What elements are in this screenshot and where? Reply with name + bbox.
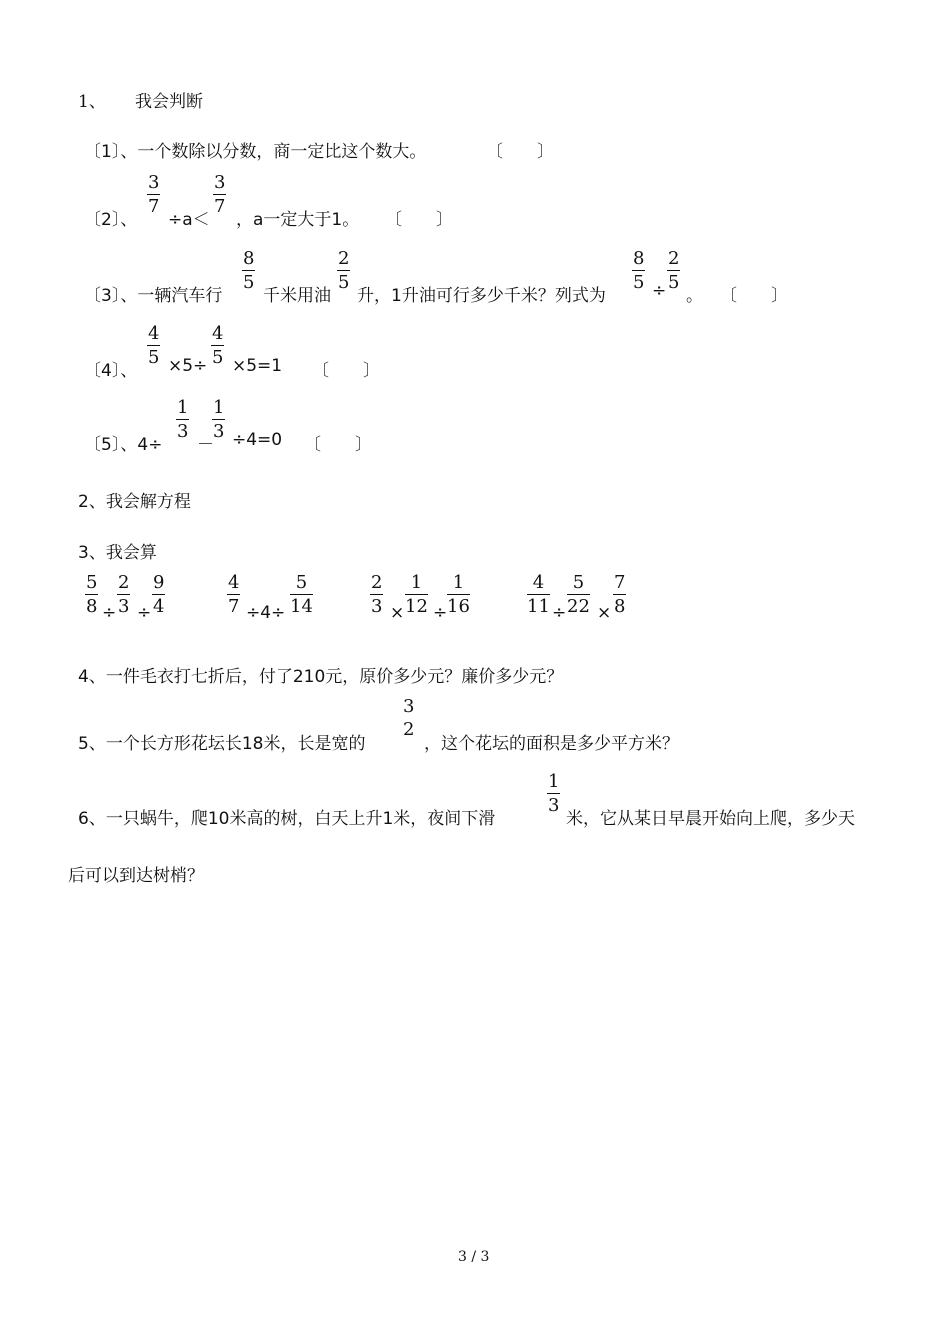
page-number: 3 / 3 xyxy=(458,1249,490,1265)
judge-item-2-mid: ÷a＜ xyxy=(168,210,210,230)
calc-expr-1-op-2: ÷ xyxy=(137,603,152,623)
calc-expr-3-op-2: ÷ xyxy=(433,603,448,623)
judge-item-4-fraction-2: $\frac{4}{5}$ xyxy=(212,323,224,368)
judge-item-3-text-2: 升，1升油可行多少千米？列式为 xyxy=(357,286,606,306)
section-1-number: 1、 xyxy=(78,92,106,112)
judge-item-3-fraction-3: $\frac{8}{5}$ xyxy=(633,248,645,293)
judge-item-2-answer-bracket: 〔 〕 xyxy=(385,210,453,230)
calc-expr-1-fraction-b: $\frac{2}{3}$ xyxy=(118,572,130,617)
calc-expr-4-op-1: ÷ xyxy=(552,603,567,623)
problem-5-prefix: 5、一个长方形花坛长18米，长是宽的 xyxy=(78,734,366,754)
judge-item-2-prefix: 〔2〕、 xyxy=(84,210,138,230)
calc-expr-4-fraction-c: $\frac{7}{8}$ xyxy=(614,572,626,617)
calc-expr-1-fraction-a: $\frac{5}{8}$ xyxy=(86,572,98,617)
judge-item-3-suffix: 。 xyxy=(686,286,703,306)
calc-expr-4-fraction-a: $\frac{4}{11}$ xyxy=(527,572,550,617)
calc-expr-1-op-1: ÷ xyxy=(102,603,117,623)
judge-item-4-mid: ×5÷ xyxy=(168,356,208,376)
judge-item-5-fraction-2: $\frac{1}{3}$ xyxy=(213,397,225,442)
section-2-title: 2、我会解方程 xyxy=(78,492,191,512)
judge-item-3-fraction-4: $\frac{2}{5}$ xyxy=(668,248,680,293)
judge-item-3-prefix: 〔3〕、一辆汽车行 xyxy=(84,286,223,306)
judge-item-3-answer-bracket: 〔 〕 xyxy=(720,286,788,306)
problem-5-suffix: ，这个花坛的面积是多少平方米？ xyxy=(424,734,679,754)
problem-4-text: 4、一件毛衣打七折后，付了210元，原价多少元？廉价多少元？ xyxy=(78,667,564,687)
judge-item-4-prefix: 〔4〕、 xyxy=(84,361,138,381)
judge-item-3-fraction-1: $\frac{8}{5}$ xyxy=(243,248,255,293)
judge-item-3-fraction-2: $\frac{2}{5}$ xyxy=(338,248,350,293)
calc-expr-3-fraction-c: $\frac{1}{16}$ xyxy=(447,572,470,617)
problem-6-line-2: 后可以到达树梢？ xyxy=(68,866,204,886)
calc-expr-2-fraction-c: $\frac{5}{14}$ xyxy=(290,572,313,617)
calc-expr-2-op-1: ÷4÷ xyxy=(246,603,286,623)
judge-item-4-fraction-1: $\frac{4}{5}$ xyxy=(148,323,160,368)
judge-item-3-text-1: 千米用油 xyxy=(263,286,331,306)
problem-6-prefix: 6、一只蜗牛，爬10米高的树，白天上升1米，夜间下滑 xyxy=(78,809,496,829)
judge-item-2-suffix: ，a一定大于1。 xyxy=(236,210,360,230)
problem-5-fraction: 3 2 xyxy=(403,696,415,740)
calc-expr-4-op-2: × xyxy=(597,603,612,623)
judge-item-4-answer-bracket: 〔 〕 xyxy=(312,361,380,381)
judge-item-1-text: 〔1〕、一个数除以分数，商一定比这个数大。 xyxy=(84,142,427,162)
judge-item-5-suffix: ÷4=0 xyxy=(232,430,283,450)
judge-item-2-fraction-2: $\frac{3}{7}$ xyxy=(214,172,226,217)
calc-expr-3-fraction-b: $\frac{1}{12}$ xyxy=(405,572,428,617)
calc-expr-2-fraction-a: $\frac{4}{7}$ xyxy=(228,572,240,617)
problem-6-suffix: 米，它从某日早晨开始向上爬，多少天 xyxy=(566,809,855,829)
judge-item-3-divide: ÷ xyxy=(652,281,667,301)
judge-item-1-answer-bracket: 〔 〕 xyxy=(486,142,554,162)
section-1-title: 我会判断 xyxy=(135,92,203,112)
judge-item-2-fraction-1: $\frac{3}{7}$ xyxy=(148,172,160,217)
calc-expr-3-op-1: × xyxy=(390,603,405,623)
judge-item-5-mid: － xyxy=(197,435,214,455)
calc-expr-3-fraction-a: $\frac{2}{3}$ xyxy=(371,572,383,617)
judge-item-5-prefix: 〔5〕、4÷ xyxy=(84,435,163,455)
judge-item-5-answer-bracket: 〔 〕 xyxy=(304,435,372,455)
judge-item-5-fraction-1: $\frac{1}{3}$ xyxy=(177,397,189,442)
calc-expr-1-fraction-c: $\frac{9}{4}$ xyxy=(153,572,165,617)
calc-expr-4-fraction-b: $\frac{5}{22}$ xyxy=(567,572,590,617)
problem-6-fraction: $\frac{1}{3}$ xyxy=(548,771,560,816)
judge-item-4-suffix: ×5=1 xyxy=(232,356,283,376)
section-3-title: 3、我会算 xyxy=(78,543,157,563)
